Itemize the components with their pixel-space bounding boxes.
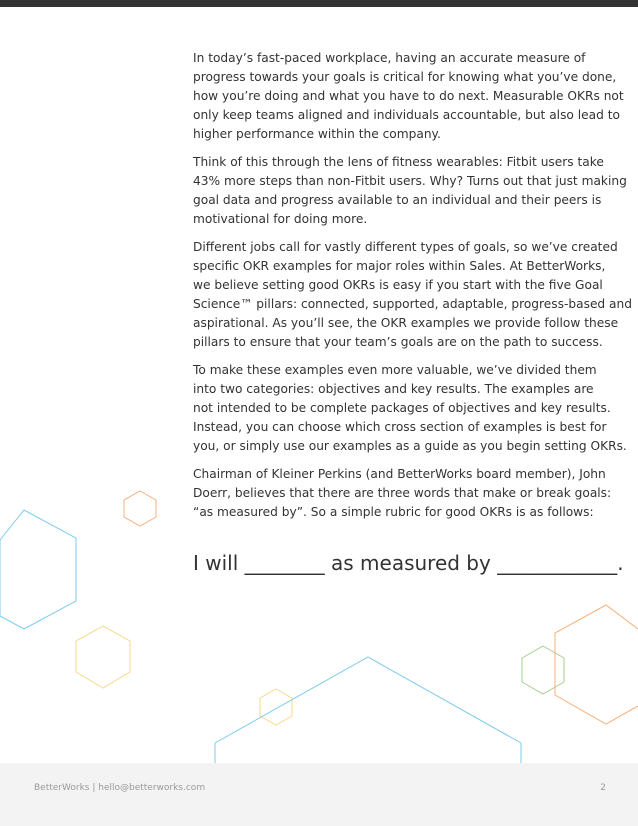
text-line: into two categories: objectives and key results. The examples are — [193, 382, 594, 396]
hexagon-orange-small — [124, 491, 156, 526]
text-line: progress towards your goals is critical for knowing what you’ve done, — [193, 70, 617, 84]
text-line: higher performance within the company. — [193, 127, 441, 141]
text-line: how you’re doing and what you have to do next. Measurable OKRs not — [193, 89, 624, 103]
paragraph-2 — [193, 153, 627, 229]
text-line: specific OKR examples for major roles within Sales. At BetterWorks, — [193, 259, 606, 273]
text-line: In today’s fast-paced workplace, having an accurate measure of — [193, 51, 586, 65]
text-line: not intended to be complete packages of objectives and key results. — [193, 401, 611, 415]
body-text — [193, 49, 632, 531]
text-line: you, or simply use our examples as a guide as you begin setting OKRs. — [193, 439, 627, 453]
text-line: aspirational. As you’ll see, the OKR examples we provide follow these — [193, 316, 619, 330]
page-number: 2 — [600, 783, 606, 793]
paragraph-3 — [193, 238, 632, 352]
paragraph-1 — [193, 49, 624, 144]
hexagon-yellow-left — [76, 626, 130, 688]
text-line: 43% more steps than non-Fitbit users. Why? Turns out that just making — [193, 174, 627, 188]
text-line: Different jobs call for vastly different types of goals, so we’ve created — [193, 240, 618, 254]
footer-contact: BetterWorks | hello@betterworks.com — [34, 783, 206, 793]
text-line: Science™ pillars: connected, supported, adaptable, progress-based and — [193, 297, 632, 311]
paragraph-5 — [193, 465, 612, 522]
page-footer — [0, 763, 638, 826]
paragraph-4 — [193, 361, 627, 456]
hexagon-green-right — [522, 646, 564, 694]
hexagon-orange-right — [555, 605, 638, 724]
text-line: Instead, you can choose which cross section of examples is best for — [193, 420, 607, 434]
hexagon-blue-left — [0, 510, 76, 629]
text-line: Chairman of Kleiner Perkins (and BetterWorks board member), John — [193, 467, 606, 481]
text-line: goal data and progress available to an individual and their peers is — [193, 193, 602, 207]
text-line: Think of this through the lens of fitness wearables: Fitbit users take — [193, 155, 604, 169]
text-line: “as measured by”. So a simple rubric for good OKRs is as follows: — [193, 505, 594, 519]
hexagon-yellow-tiny — [260, 689, 292, 725]
okr-rubric: I will ________ as measured by ____________. — [193, 551, 624, 575]
text-line: Doerr, believes that there are three words that make or break goals: — [193, 486, 612, 500]
text-line: pillars to ensure that your team’s goals are on the path to success. — [193, 335, 603, 349]
text-line: only keep teams aligned and individuals accountable, but also lead to — [193, 108, 620, 122]
text-line: To make these examples even more valuable, we’ve divided them — [193, 363, 597, 377]
text-line: motivational for doing more. — [193, 212, 368, 226]
text-line: we believe setting good OKRs is easy if you start with the five Goal — [193, 278, 603, 292]
